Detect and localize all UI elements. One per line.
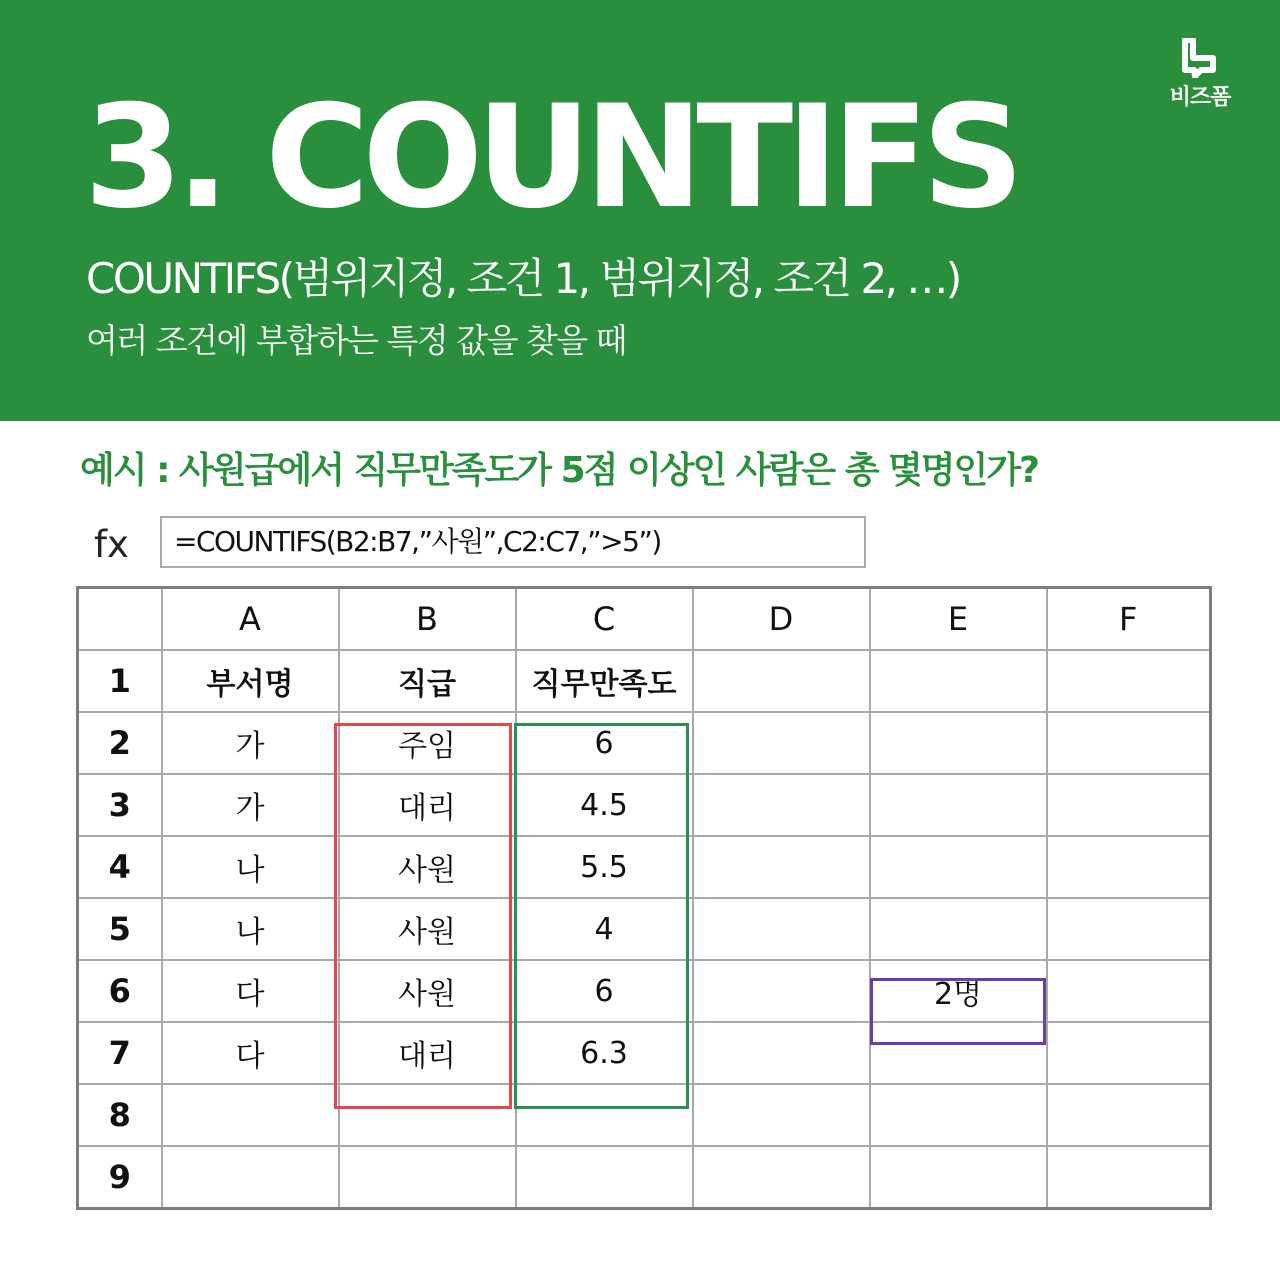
formula-bar[interactable] [160, 516, 866, 568]
cell-c6[interactable]: 6 [516, 960, 693, 1022]
page-title: 3. COUNTIFS [84, 75, 1018, 240]
cell-b6[interactable]: 사원 [339, 960, 516, 1022]
cell-f1[interactable] [1047, 650, 1211, 712]
cell-a7[interactable]: 다 [162, 1022, 339, 1084]
cell-f9[interactable] [1047, 1146, 1211, 1209]
corner-cell [78, 588, 162, 651]
table-row [78, 836, 1211, 898]
cell-d6[interactable] [693, 960, 870, 1022]
cell-f4[interactable] [1047, 836, 1211, 898]
formula-text: =COUNTIFS(B2:B7,”사원”,C2:C7,”>5”) [174, 525, 661, 558]
function-purpose: 여러 조건에 부합하는 특정 값을 찾을 때 [86, 321, 626, 360]
speech-bubble-logo-icon [1179, 38, 1221, 78]
cell-d8[interactable] [693, 1084, 870, 1146]
row-header-1[interactable]: 1 [78, 650, 162, 712]
cell-f3[interactable] [1047, 774, 1211, 836]
cell-d3[interactable] [693, 774, 870, 836]
row-header-9[interactable]: 9 [78, 1146, 162, 1209]
cell-e2[interactable] [870, 712, 1047, 774]
column-header-c[interactable]: C [516, 588, 693, 651]
cell-d7[interactable] [693, 1022, 870, 1084]
row-header-4[interactable]: 4 [78, 836, 162, 898]
cell-c9[interactable] [516, 1146, 693, 1209]
cell-e7[interactable] [870, 1022, 1047, 1084]
table-row [78, 774, 1211, 836]
row-header-7[interactable]: 7 [78, 1022, 162, 1084]
cell-f8[interactable] [1047, 1084, 1211, 1146]
cell-b5[interactable]: 사원 [339, 898, 516, 960]
cell-b3[interactable]: 대리 [339, 774, 516, 836]
cell-c5[interactable]: 4 [516, 898, 693, 960]
cell-e8[interactable] [870, 1084, 1047, 1146]
table-row [78, 960, 1211, 1022]
cell-b1[interactable]: 직급 [339, 650, 516, 712]
cell-c3[interactable]: 4.5 [516, 774, 693, 836]
cell-c2[interactable]: 6 [516, 712, 693, 774]
cell-e9[interactable] [870, 1146, 1047, 1209]
cell-a1[interactable]: 부서명 [162, 650, 339, 712]
table-row [78, 650, 1211, 712]
cell-b7[interactable]: 대리 [339, 1022, 516, 1084]
cell-b8[interactable] [339, 1084, 516, 1146]
row-header-8[interactable]: 8 [78, 1084, 162, 1146]
cell-c4[interactable]: 5.5 [516, 836, 693, 898]
cell-e4[interactable] [870, 836, 1047, 898]
row-header-2[interactable]: 2 [78, 712, 162, 774]
cell-a8[interactable] [162, 1084, 339, 1146]
cell-f2[interactable] [1047, 712, 1211, 774]
cell-e6[interactable]: 2명 [870, 960, 1047, 1022]
row-header-5[interactable]: 5 [78, 898, 162, 960]
cell-f5[interactable] [1047, 898, 1211, 960]
cell-a3[interactable]: 가 [162, 774, 339, 836]
table-row [78, 898, 1211, 960]
cell-f6[interactable] [1047, 960, 1211, 1022]
column-header-f[interactable]: F [1047, 588, 1211, 651]
cell-b4[interactable]: 사원 [339, 836, 516, 898]
function-syntax: COUNTIFS(범위지정, 조건 1, 범위지정, 조건 2, …) [86, 254, 960, 303]
cell-a5[interactable]: 나 [162, 898, 339, 960]
cell-a9[interactable] [162, 1146, 339, 1209]
column-header-row [78, 588, 1211, 651]
cell-e5[interactable] [870, 898, 1047, 960]
column-header-d[interactable]: D [693, 588, 870, 651]
cell-a2[interactable]: 가 [162, 712, 339, 774]
cell-e1[interactable] [870, 650, 1047, 712]
cell-b2[interactable]: 주임 [339, 712, 516, 774]
cell-d2[interactable] [693, 712, 870, 774]
cell-a4[interactable]: 나 [162, 836, 339, 898]
cell-d4[interactable] [693, 836, 870, 898]
cell-c1[interactable]: 직무만족도 [516, 650, 693, 712]
table-row [78, 1084, 1211, 1146]
cell-c8[interactable] [516, 1084, 693, 1146]
table-row [78, 1146, 1211, 1209]
cell-b9[interactable] [339, 1146, 516, 1209]
cell-d5[interactable] [693, 898, 870, 960]
spreadsheet-grid [76, 586, 1212, 1210]
table-row [78, 712, 1211, 774]
example-question: 예시 : 사원급에서 직무만족도가 5점 이상인 사람은 총 몇명인가? [80, 450, 1038, 491]
logo-text: 비즈폼 [1169, 85, 1231, 110]
column-header-a[interactable]: A [162, 588, 339, 651]
column-header-b[interactable]: B [339, 588, 516, 651]
header-banner [0, 0, 1280, 421]
row-header-6[interactable]: 6 [78, 960, 162, 1022]
cell-a6[interactable]: 다 [162, 960, 339, 1022]
cell-e3[interactable] [870, 774, 1047, 836]
cell-c7[interactable]: 6.3 [516, 1022, 693, 1084]
row-header-3[interactable]: 3 [78, 774, 162, 836]
fx-icon: fx [94, 523, 129, 566]
bizform-logo [1160, 38, 1240, 111]
cell-d9[interactable] [693, 1146, 870, 1209]
table-row [78, 1022, 1211, 1084]
column-header-e[interactable]: E [870, 588, 1047, 651]
cell-f7[interactable] [1047, 1022, 1211, 1084]
cell-d1[interactable] [693, 650, 870, 712]
